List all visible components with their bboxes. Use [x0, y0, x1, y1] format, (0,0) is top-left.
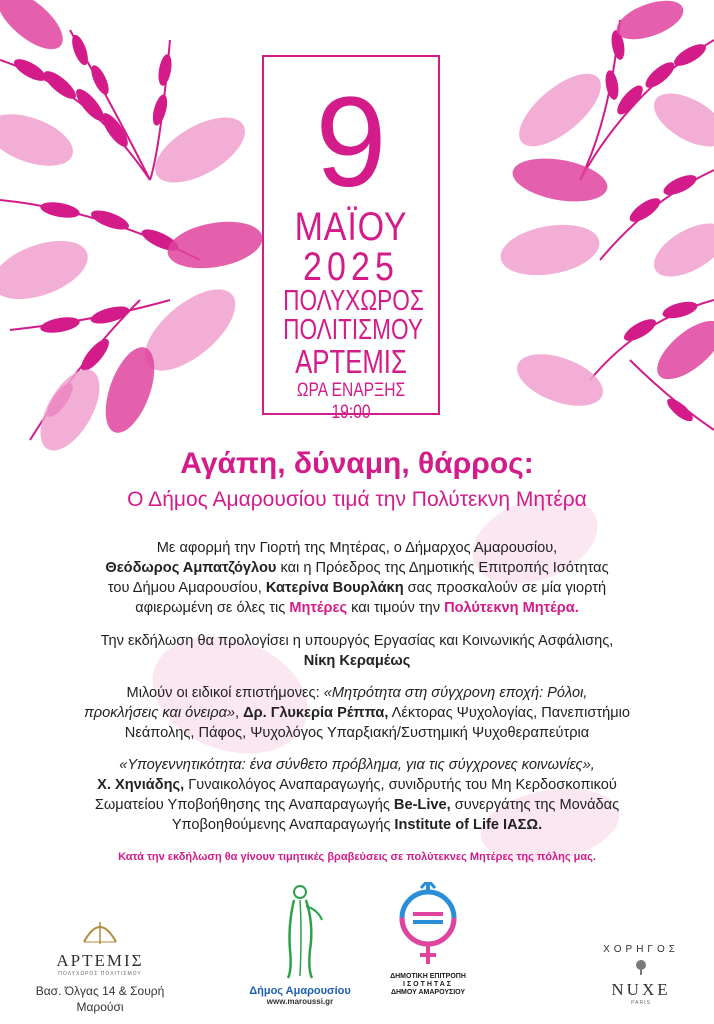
artemis-bow-icon: [80, 918, 120, 946]
large-family-mother-highlight: Πολύτεκνη Μητέρα.: [444, 600, 579, 616]
minister-name: Νίκη Κεραμέως: [303, 653, 411, 669]
event-year: 2025: [302, 245, 400, 289]
artemis-address-line2: Μαρούσι: [76, 1000, 124, 1014]
poster-title: Αγάπη, δύναμη, θάρρος:: [180, 447, 534, 480]
invitation-paragraph: Με αφορμή την Γιορτή της Μητέρας, ο Δήμαρχος Αμαρουσίου, Θεόδωρος Αμπατζόγλου και η Πρόεδρος της Δημοτικής Επιτροπής Ισότητας του Δήμου Αμαρουσίου, Κατερίνα Βουρλάκη σας προσκαλούν σε μία γιορτή αφιερωμένη σε όλες τις Μητέρες και τιμούν την Πολύτεκνη Μητέρα.: [105, 540, 609, 616]
artemis-subtitle: ΠΟΛΥΧΩΡΟΣ ΠΟΛΙΤΙΣΜΟΥ: [58, 971, 142, 977]
nuxe-brand: NUXE: [611, 980, 671, 999]
mothers-highlight: Μητέρες: [289, 600, 348, 616]
isotita-logo-block: [384, 882, 472, 997]
president-name: Κατερίνα Βουρλάκη: [265, 580, 404, 596]
speaker2-paragraph: «Υπογεννητικότητα: ένα σύνθετο πρόβλημα, για τις σύγχρονες κοινωνίες», Χ. Χηνιάδης, Γυναικολόγος Αναπαραγωγής, συνιδρυτής του Μη Κερδοσκοπικού Σωματείου Υποβοήθησης της Αναπαραγωγής Be-Live, συνεργάτης της Μονάδας Υποβοηθούμενης Αναπαραγωγής Institute of Life ΙΑΣΩ.: [94, 757, 620, 833]
mayor-name: Θεόδωρος Αμπατζόγλου: [105, 560, 277, 576]
dimos-url: www.maroussi.gr: [266, 997, 334, 1006]
isotita-line3: ΔΗΜΟΥ ΑΜΑΡΟΥΣΙΟΥ: [390, 989, 466, 996]
isotita-line1: ΔΗΜΟΤΙΚΗ ΕΠΙΤΡΟΠΗ: [390, 973, 466, 980]
sponsor-block: [586, 944, 696, 1006]
start-time: ΩΡΑ ΕΝΑΡΞΗΣ 19:00: [296, 380, 406, 423]
event-day: 9: [315, 71, 387, 214]
dimos-name: Δήμος Αμαρουσίου: [249, 985, 351, 997]
dimos-logo-block: [245, 880, 355, 1006]
left-leaves-decoration: [0, 0, 270, 455]
nuxe-paris: PARIS: [631, 1000, 651, 1006]
isotita-line2: ΙΣΟΤΗΤΑΣ: [403, 981, 453, 988]
right-leaves-decoration: [500, 0, 714, 460]
venue-line-3: ΑΡΤΕΜΙΣ: [295, 343, 407, 380]
venue-line-1: ΠΟΛΥΧΩΡΟΣ: [283, 285, 424, 317]
awards-note: Κατά την εκδήλωση θα γίνουν τιμητικές βραβεύσεις σε πολύτεκνες Μητέρες της πόλης μας.: [118, 851, 596, 863]
speaker1-name: Δρ. Γλυκερία Ρέππα,: [243, 705, 389, 721]
artemis-logo-block: [30, 918, 170, 1015]
poster-subtitle: Ο Δήμος Αμαρουσίου τιμά την Πολύτεκνη Μητέρα: [127, 488, 587, 511]
speaker1-paragraph: Μιλούν οι ειδικοί επιστήμονες: «Μητρότητα στη σύγχρονη εποχή: Ρόλοι, προκλήσεις και όνειρα», Δρ. Γλυκερία Ρέππα, Λέκτορας Ψυχολογίας, Πανεπιστήμιο Νεάπολης, Πάφος, Ψυχολόγος Υπαρξιακή/Συστημική Ψυχοθεραπεύτρια: [83, 685, 631, 741]
venue-line-2: ΠΟΛΙΤΙΣΜΟΥ: [283, 314, 423, 346]
statue-icon: [270, 880, 330, 980]
minister-paragraph: Την εκδήλωση θα προλογίσει η υπουργός Εργασίας και Κοινωνικής Ασφάλισης, Νίκη Κεραμέως: [100, 633, 614, 669]
speaker2-name: Χ. Χηνιάδης,: [97, 777, 185, 793]
event-month: ΜΑΪΟΥ: [294, 205, 408, 249]
nuxe-tree-icon: [631, 959, 651, 975]
gender-equality-icon: [395, 882, 461, 968]
artemis-name: ΑΡΤΕΜΙΣ: [56, 951, 144, 970]
sponsor-label: ΧΟΡΗΓΟΣ: [603, 944, 679, 955]
artemis-address-line1: Βασ. Όλγας 14 & Σουρή: [35, 984, 165, 998]
event-date-box: [262, 55, 440, 423]
